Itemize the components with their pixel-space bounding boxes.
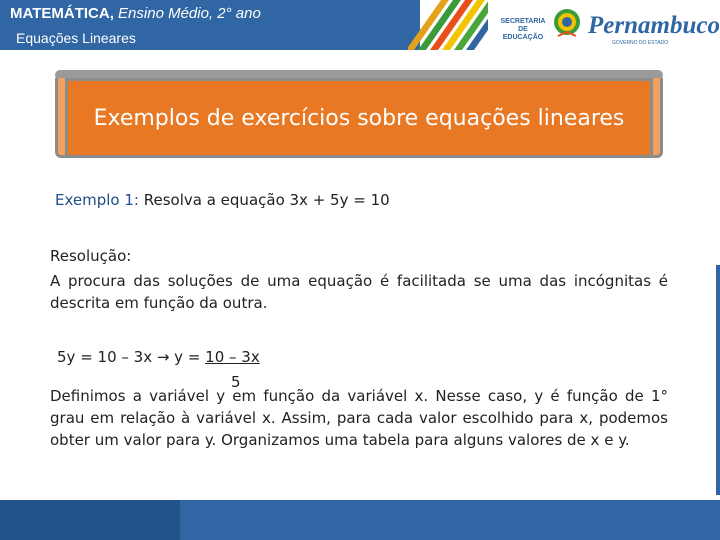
example-statement (55, 191, 390, 209)
resolution-label: Resolução: (50, 247, 132, 265)
secretaria-label: SECRETARIA DE EDUCAÇÃO (500, 18, 546, 41)
level-label: Ensino Médio, 2° ano (118, 5, 261, 22)
equation-denominator: 5 (231, 373, 241, 391)
footer-bar-dark (0, 500, 180, 540)
colored-stripes (408, 0, 488, 50)
resolution-intro: A procura das soluções de uma equação é facilitada se uma das incógnitas é descrita em função da outra. (50, 272, 668, 312)
scroll-end-left (55, 78, 65, 158)
title-banner (55, 70, 663, 162)
banner-title: Exemplos de exercícios sobre equações lineares (93, 105, 625, 131)
slide-header (0, 0, 720, 56)
state-seal-icon (552, 6, 582, 40)
resolution-explanation: Definimos a variável y em função da variável x. Nesse caso, y é função de 1° grau em relação à variável x. Assim, para cada valor escolhido para x, podemos obter um valor para y. Organizamos uma tabela para alguns valores de x e y. (50, 387, 668, 449)
scroll-end-right (653, 78, 663, 158)
state-tagline: GOVERNO DO ESTADO (612, 40, 669, 46)
header-band (0, 0, 420, 50)
equation (57, 348, 260, 366)
example-label: Exemplo 1: (55, 191, 139, 209)
state-logo: Pernambuco (588, 12, 720, 39)
equation-left: 5y = 10 – 3x → y = (57, 348, 206, 366)
header-title (10, 5, 261, 22)
equation-numerator: 10 – 3x (205, 348, 260, 366)
government-logo (488, 4, 720, 48)
side-accent-bar (716, 265, 720, 495)
example-text: Resolva a equação 3x + 5y = 10 (143, 191, 390, 209)
subject-label: MATEMÁTICA, (10, 5, 114, 22)
topic-label: Equações Lineares (16, 30, 136, 46)
